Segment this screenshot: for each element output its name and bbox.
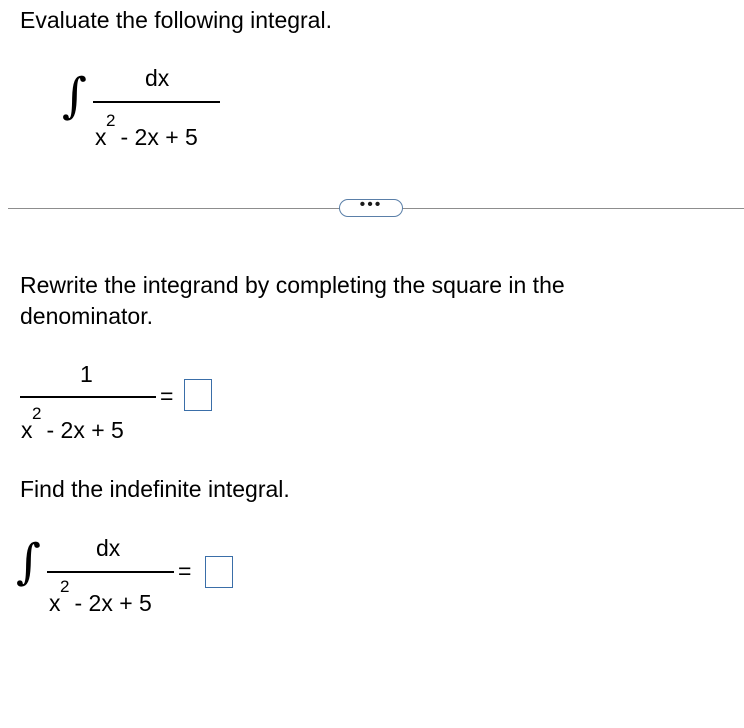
step1-instruction [20, 270, 565, 332]
denominator-rest: - 2x + 5 [46, 417, 124, 443]
step1-equals-sign: = [160, 383, 174, 409]
step2-numerator: dx [96, 535, 121, 561]
step1-fraction-bar [20, 396, 156, 398]
show-more-button[interactable]: ••• [339, 199, 403, 217]
denominator-rest: - 2x + 5 [120, 124, 198, 150]
step1-numerator: 1 [80, 361, 93, 387]
step1-denominator [21, 404, 124, 443]
step2-fraction-bar [47, 571, 174, 573]
step1-answer-input[interactable] [184, 379, 212, 411]
integral-sign-icon: ∫ [62, 68, 88, 124]
step2-equals-sign: = [178, 558, 192, 584]
step1-instruction-line2: denominator. [20, 303, 153, 329]
denominator-exponent: 2 [106, 111, 116, 130]
step2-answer-input[interactable] [205, 556, 233, 588]
denominator-base: x [95, 124, 107, 150]
denominator-rest: - 2x + 5 [74, 590, 152, 616]
problem-fraction-bar [93, 101, 220, 103]
denominator-exponent: 2 [32, 404, 42, 423]
denominator-base: x [21, 417, 33, 443]
step2-denominator [49, 577, 152, 616]
integral-sign-icon: ∫ [16, 534, 42, 590]
step1-instruction-line1: Rewrite the integrand by completing the square in the [20, 272, 565, 298]
denominator-base: x [49, 590, 61, 616]
denominator-exponent: 2 [60, 577, 70, 596]
problem-numerator: dx [145, 65, 170, 91]
problem-denominator [95, 111, 198, 150]
step2-instruction: Find the indefinite integral. [20, 476, 290, 502]
problem-instruction: Evaluate the following integral. [20, 7, 332, 33]
